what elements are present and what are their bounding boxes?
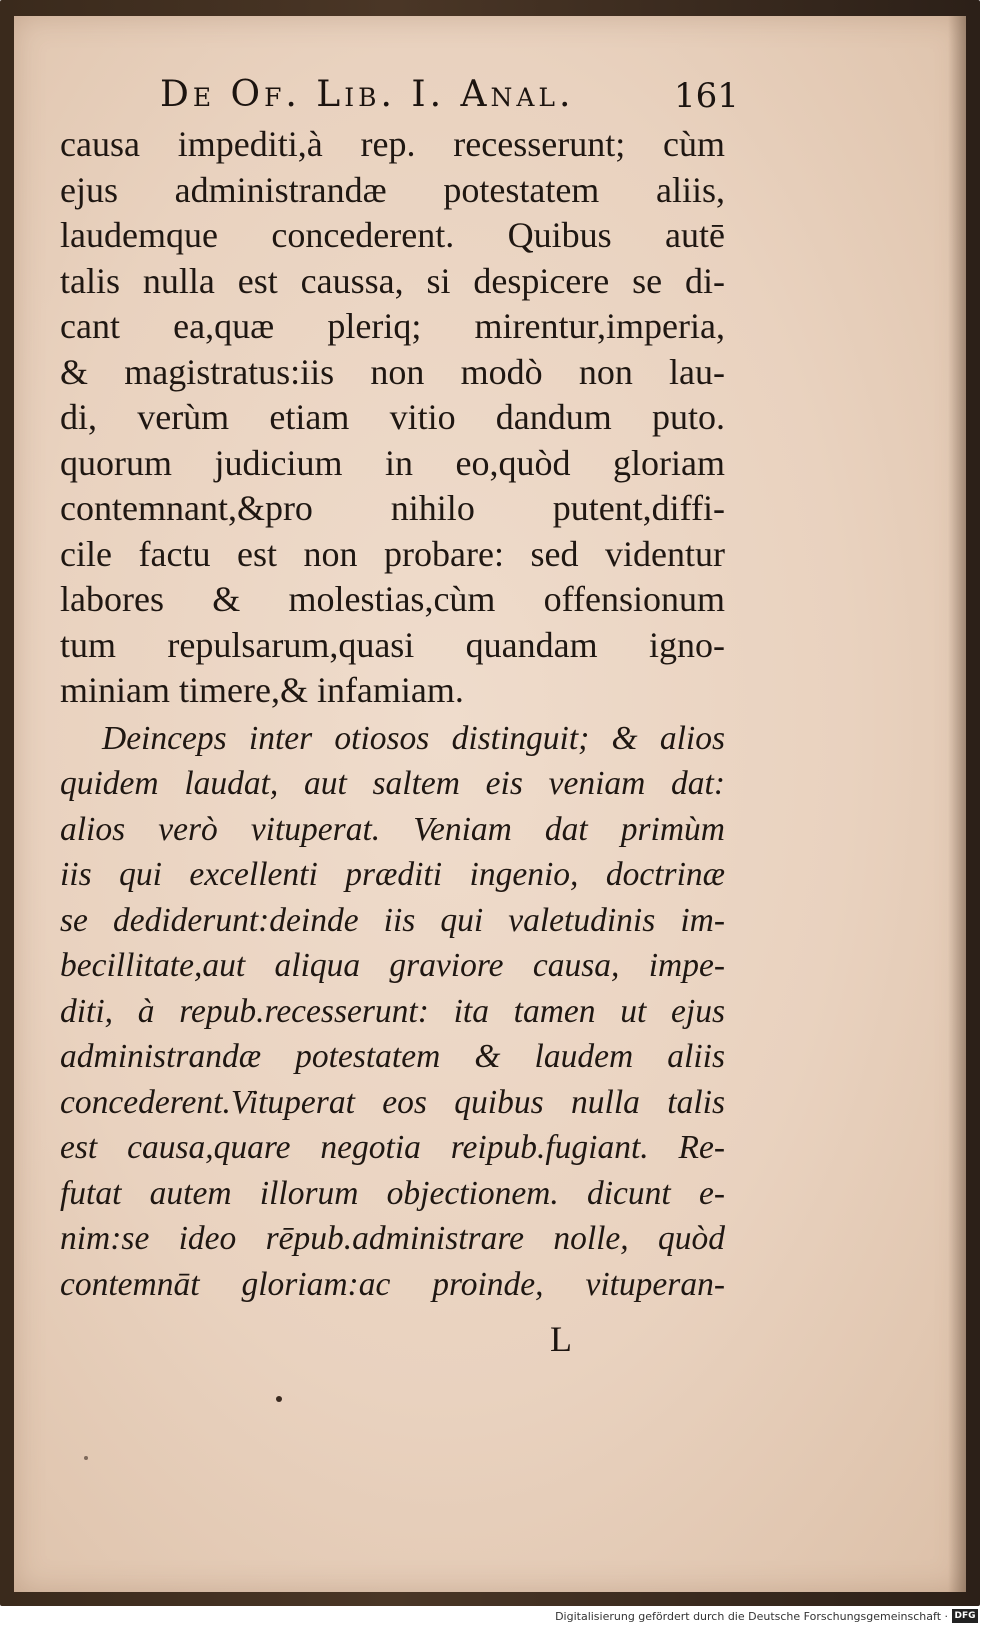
text-line: iis qui excellenti præditi ingenio, doctrinæ <box>60 856 725 893</box>
text-line: futat autem illorum objectionem. dicunt e- <box>60 1174 725 1212</box>
text-line: labores & molestias,cùm offensionum <box>60 579 725 619</box>
text-line: cant ea,quæ pleriq; mirentur,imperia, <box>60 306 725 346</box>
text-line: quorum judicium in eo,quòd gloriam <box>60 442 725 483</box>
text-line: quidem laudat, aut saltem eis veniam dat: <box>60 765 725 802</box>
text-line: cile factu est non probare: sed videntur <box>60 533 725 574</box>
text-line: causa impediti,à rep. recesserunt; cùm <box>60 124 725 164</box>
roman-paragraph <box>60 122 725 714</box>
text-line: se dediderunt:deinde iis qui valetudinis im- <box>60 901 725 939</box>
text-line: ejus administrandæ potestatem aliis, <box>60 169 725 210</box>
text-line: talis nulla est caussa, si despicere se di- <box>60 260 725 301</box>
page-number: 161 <box>674 76 739 116</box>
text-line: becillitate,aut aliqua graviore causa, impe- <box>60 947 725 984</box>
text-line: miniam timere,& infamiam. <box>60 670 464 710</box>
text-line: Deinceps inter otiosos distinguit; & alios <box>102 719 725 757</box>
running-head <box>14 74 966 124</box>
dfg-logo: DFG <box>952 1609 978 1623</box>
italic-commentary-paragraph <box>60 716 725 1308</box>
text-line: contemnāt gloriam:ac proinde, vituperan- <box>60 1265 725 1303</box>
text-line: laudemque concederent. Quibus autē <box>60 215 725 255</box>
text-line: contemnant,&pro nihilo putent,diffi- <box>60 488 725 528</box>
text-line: di, verùm etiam vitio dandum puto. <box>60 397 725 437</box>
body-text <box>60 122 725 1307</box>
page-gutter-shadow <box>948 16 966 1592</box>
signature-mark: L <box>550 1319 572 1359</box>
text-line: diti, à repub.recesserunt: ita tamen ut ejus <box>60 992 725 1030</box>
text-line: est causa,quare negotia reipub.fugiant. Re- <box>60 1129 725 1166</box>
running-head-title: De Of. Lib. I. Anal. <box>160 74 575 115</box>
ink-speck <box>276 1396 282 1402</box>
ink-speck <box>84 1456 88 1460</box>
text-line: tum repulsarum,quasi quandam igno- <box>60 624 725 665</box>
text-line: alios verò vituperat. Veniam dat primùm <box>60 810 725 848</box>
text-line: & magistratus:iis non modò non lau- <box>60 351 725 392</box>
text-line: concederent.Vituperat eos quibus nulla talis <box>60 1083 725 1121</box>
digitization-credit: Digitalisierung gefördert durch die Deutsche Forschungsgemeinschaft · <box>555 1610 948 1623</box>
book-page <box>14 16 966 1592</box>
text-line: nim:se ideo rēpub.administrare nolle, quòd <box>60 1220 725 1257</box>
text-line: administrandæ potestatem & laudem aliis <box>60 1038 725 1075</box>
